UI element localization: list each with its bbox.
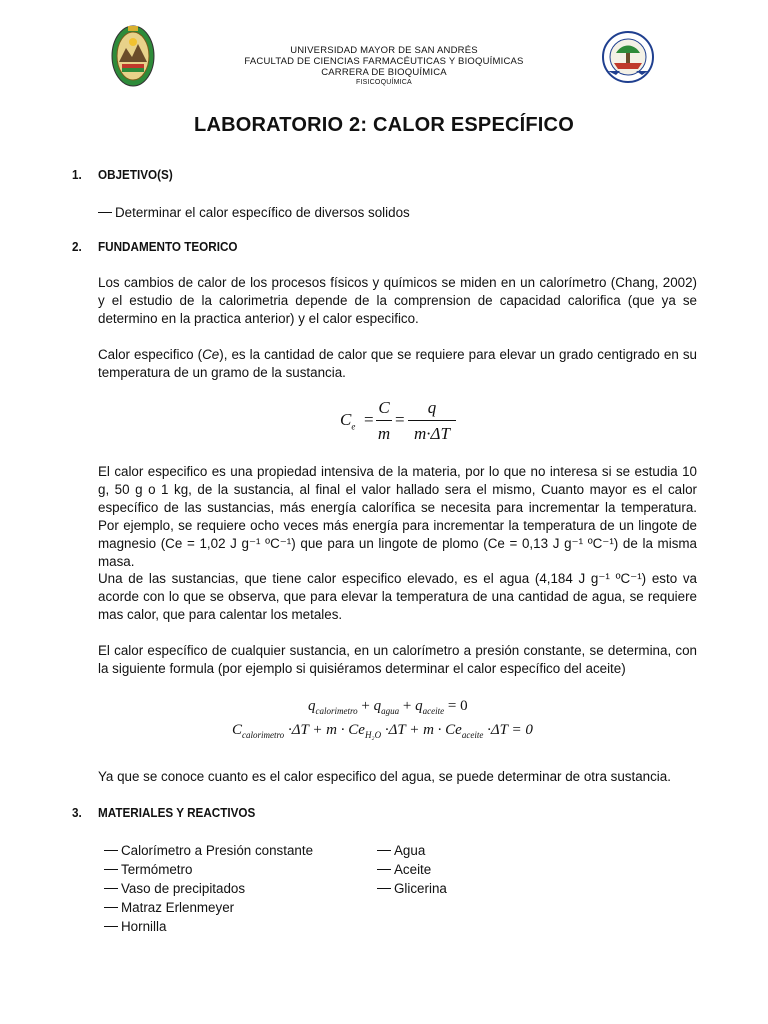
page-title: LABORATORIO 2: CALOR ESPECÍFICO [194,114,574,136]
paragraph-water: Una de las sustancias, que tiene calor especifico elevado, es el agua (4,184 J g⁻¹ ºC⁻¹) esto va acorde con lo que se observa, que para elevar la temperatura de una cantidad de agua, se requiere mas calor, que para calentar los metales. [98,571,697,622]
eq2-end: ·ΔT = 0 [487,722,533,738]
eq2-q2: q [373,698,382,714]
reagent-item: Aceite [394,862,432,877]
list-item [377,879,447,898]
dash-bullet-icon [104,926,118,927]
material-item: Hornilla [121,919,167,934]
eq2-sub-calorimetro: calorimetro [315,706,358,716]
header-faculty: FACULTAD DE CIENCIAS FARMACÉUTICAS Y BIOQUÍMICAS [244,56,524,67]
eq2-term-agua: ·ΔT + m · Ce [287,722,365,738]
eq1-lhs: C [340,410,352,429]
eq2-sub-aceite: aceite [422,706,445,716]
definition-text-a: Calor especifico ( [98,347,203,362]
section-1-number: 1. [72,167,82,182]
header-career: CARRERA DE BIOQUÍMICA [321,67,447,78]
dash-bullet-icon [377,850,391,851]
list-item [104,898,313,917]
section-1-heading: OBJETIVO(S) [98,167,173,182]
paragraph-definition [98,346,697,382]
dash-bullet-icon [377,869,391,870]
section-3-heading: MATERIALES Y REACTIVOS [98,805,256,820]
dash-bullet-icon [104,907,118,908]
eq2-sub-aceite-2: aceite [461,730,484,740]
eq1-frac1-den: m [377,424,391,443]
dash-bullet-icon [377,888,391,889]
header-university: UNIVERSIDAD MAYOR DE SAN ANDRÉS [290,45,478,56]
equation-heat-balance: $q_{calorimetro} + q_{agua} + q_{aceite} = 0$ $C_{calorimetro} \cdot\Delta T + m \cdot Ce_{H_2O} \cdot\Delta T + m \cdot Ce_{aceite} \cdot\Delta T = 0$ [232,698,533,740]
material-item: Termómetro [121,862,193,877]
eq1-frac1-num: C [378,398,390,417]
reagent-item: Glicerina [394,881,447,896]
eq2-q3: q [415,698,423,714]
paragraph-formula-intro: El calor específico de cualquier sustancia, en un calorímetro a presión constante, se determina, con la siguiente formula (por ejemplo si quisiéramos determinar el calor específico del aceite) [98,643,697,676]
definition-symbol: Ce [202,347,220,362]
paragraph-intensive-property: El calor especifico es una propiedad intensiva de la materia, por lo que no interesa si se estudia 10 g, 50 g o 1 kg, de la sustancia, al final el valor hallado sera el mismo, Cuanto mayor es el calor específico de las sustancias, más energía calorífica se necesita para incrementar la temperatura. Por ejemplo, se requiere ocho veces más energía para incrementar la temperatura de un lingote de magnesio (Ce = 1,02 J g⁻¹ ºC⁻¹) que para un lingote de plomo (Ce = 0,13 J g⁻¹ ºC⁻¹) de la misma masa. [98,464,697,569]
header-subject: FISICOQUÍMICA [356,79,412,86]
materials-list [104,841,313,936]
dash-bullet-icon [104,850,118,851]
objective-text: Determinar el calor específico de diversos solidos [115,205,410,220]
list-item [104,841,313,860]
list-item [104,860,313,879]
reagent-item: Agua [394,843,426,858]
section-2-number: 2. [72,239,82,254]
equation-specific-heat: $C_e$ = C m = q m·ΔT [340,398,480,444]
eq1-frac2-num: q [427,398,437,417]
material-item: Vaso de precipitados [121,881,246,896]
eq2-term-aceite: ·ΔT + m · Ce [384,722,462,738]
dash-bullet-icon [104,869,118,870]
eq2-sub-h2o: H₂O [364,730,382,740]
section-3-number: 3. [72,805,82,820]
eq2-sub-agua: agua [381,706,400,716]
list-item [377,860,447,879]
reagents-list [377,841,447,898]
eq1-lhs-sub: e [351,421,356,432]
eq2-sub-calorimetro-2: calorimetro [242,730,285,740]
section-2-heading: FUNDAMENTO TEORICO [98,239,238,254]
eq2-q1: q [308,698,316,714]
list-item [104,917,313,936]
objective-bullet [98,203,410,222]
material-item: Matraz Erlenmeyer [121,900,235,915]
paragraph-intro: Los cambios de calor de los procesos físicos y químicos se miden en un calorímetro (Chang, 2002) y el estudio de la calorimetria depende de la comprension de capacidad calorifica (que ya se determino en la practica anterior) y el calor especifico. [98,275,697,326]
dash-bullet-icon [104,888,118,889]
eq2-rhs: = 0 [447,698,468,714]
list-item [104,879,313,898]
eq1-frac2-den: m·ΔT [414,424,450,443]
dash-bullet-icon [98,212,112,213]
eq2-C: C [232,722,243,738]
paragraph-conclusion: Ya que se conoce cuanto es el calor especifico del agua, se puede determinar de otra sustancia. [98,769,671,784]
material-item: Calorímetro a Presión constante [121,843,314,858]
definition-text-b: ), es la cantidad de calor que se requiere para elevar un grado centigrado en su temperatura de un gramo de la sustancia. [98,347,697,380]
list-item [377,841,447,860]
